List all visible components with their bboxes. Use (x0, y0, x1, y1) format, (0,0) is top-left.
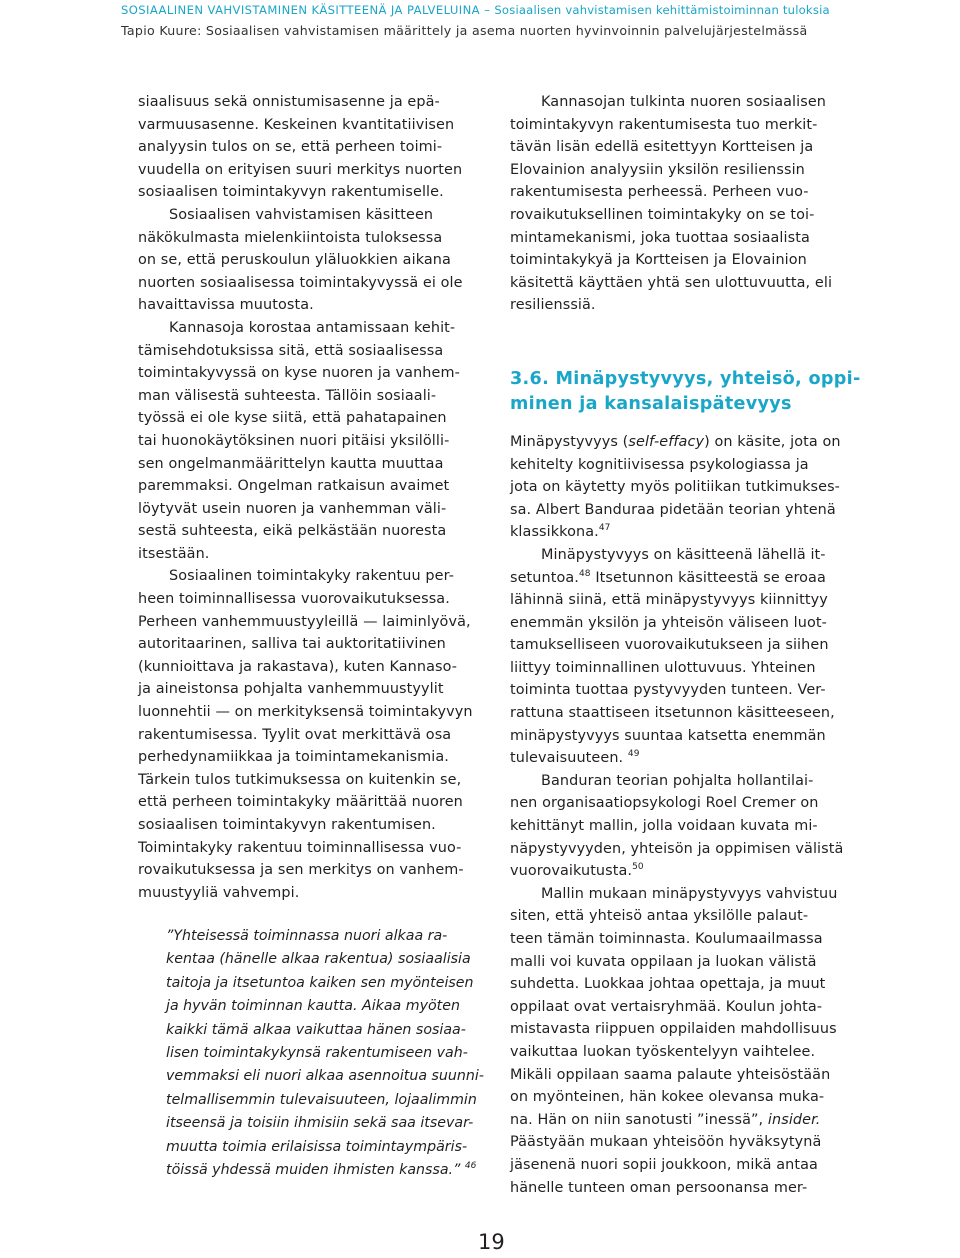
quote-line: vemmaksi eli nuori alkaa asennoitua suunni- (166, 1068, 484, 1085)
text-line: lähinnä siinä, että minäpystyvyys kiinnittyy (510, 592, 828, 609)
text-line: sosiaalisen toimintakyvyn rakentumiselle. (138, 184, 444, 201)
text-line: perhedynamiikkaa ja toimintamekanismia. (138, 749, 449, 766)
text-line: mintamekanismi, joka tuottaa sosiaalista (510, 229, 810, 246)
text-line: on myönteinen, hän kokee olevansa muka- (510, 1089, 825, 1106)
section-heading-line: 3.6. Minäpystyvyys, yhteisö, oppi- (510, 368, 861, 389)
text-line: autoritaarinen, salliva tai auktoritatiivinen (138, 636, 446, 653)
text-run: Minäpystyvyys ( (510, 433, 629, 450)
text-line: Mallin mukaan minäpystyvyys vahvistuu (541, 885, 838, 902)
series-separator: – (479, 3, 495, 17)
quote-line: lisen toimintakykynsä rakentumiseen vah- (166, 1045, 468, 1062)
text-line: sestä suhteesta, eikä pelkästään nuoresta (138, 523, 447, 540)
text-run: klassikkona. (510, 524, 599, 541)
quote-line: kaikki tämä alkaa vaikuttaa hänen sosiaa- (166, 1021, 466, 1038)
text-line (510, 1109, 855, 1132)
right-paragraph-4 (510, 770, 855, 883)
quote-line (166, 1159, 486, 1182)
author-line: Tapio Kuure: Sosiaalisen vahvistamisen määrittely ja asema nuorten hyvinvoinnin palvelujärjestelmässä (121, 23, 808, 38)
text-line: resilienssiä. (510, 297, 596, 314)
text-line: toimintakyvyn rakentumisesta tuo merkit- (510, 116, 818, 133)
quote-line: telmallisemmin tulevaisuuteen, lojaalimmin (166, 1091, 477, 1108)
text-line: löytyvät usein nuoren ja vanhemman väli- (138, 500, 447, 517)
footnote-ref[interactable]: 46 (464, 1161, 477, 1172)
text-line: rovaikutuksellinen toimintakyky on se toi- (510, 206, 815, 223)
text-line: itsestään. (138, 545, 210, 562)
text-line: Kannasoja korostaa antamissaan kehit- (169, 319, 456, 336)
text-line: tävän lisän edellä esitettyyn Kortteisen ja (510, 139, 814, 156)
text-line: kehittänyt mallin, jolla voidaan kuvata mi- (510, 818, 818, 835)
quote-line: kentaa (hänelle alkaa rakentua) sosiaalisia (166, 951, 471, 968)
right-paragraph-2 (510, 431, 855, 544)
text-line: Banduran teorian pohjalta hollantilai- (541, 772, 814, 789)
text-line: tai huonokäytöksinen nuori pitäisi yksilölli- (138, 432, 450, 449)
text-line: rovaikutuksessa ja sen merkitys on vanhem- (138, 862, 464, 879)
text-line: oppilaat ovat vertaisryhmää. Koulun johta- (510, 998, 823, 1015)
text-line (510, 747, 855, 770)
emphasis-term: insider. (767, 1111, 821, 1128)
text-line: heen toiminnallisessa vuorovaikutuksessa. (138, 591, 450, 608)
text-line: siten, että yhteisö antaa yksilölle palaut- (510, 908, 809, 925)
text-line: rakentumisesta perheessä. Perheen vuo- (510, 184, 809, 201)
text-line: paremmaksi. Ongelman ratkaisun avaimet (138, 478, 450, 495)
left-paragraph-2 (138, 204, 483, 317)
block-quote (166, 925, 486, 1182)
quote-line: ”Yhteisessä toiminnassa nuori alkaa ra- (166, 928, 448, 944)
text-line: luonnehtii — on merkityksensä toimintakyvyn (138, 704, 473, 721)
quote-line: muutta toimia erilaisissa toimintaympäris- (166, 1138, 468, 1155)
section-heading (510, 367, 861, 417)
text-line: vuudella on erityisen suuri merkitys nuorten (138, 161, 463, 178)
footnote-ref[interactable]: 50 (632, 862, 644, 873)
text-line (510, 567, 855, 590)
text-line: Sosiaalinen toimintakyky rakentuu per- (169, 568, 454, 585)
text-line: jäsenenä nuori sopii joukkoon, mikä antaa (510, 1156, 818, 1173)
text-line: (kunnioittava ja rakastava), kuten Kannaso- (138, 658, 458, 675)
text-line: havaittavissa muutosta. (138, 297, 314, 314)
text-line: sa. Albert Banduraa pidetään teorian yhtenä (510, 501, 836, 518)
text-line: hänelle tunteen oman persoonansa mer- (510, 1179, 808, 1196)
text-line: Sosiaalisen vahvistamisen käsitteen (169, 206, 434, 223)
right-paragraph-3 (510, 544, 855, 770)
text-line (510, 521, 855, 544)
section-heading-line: minen ja kansalaispätevyys (510, 393, 792, 414)
text-line: jota on käytetty myös politiikan tutkimukses- (510, 479, 840, 496)
text-line: Kannasojan tulkinta nuoren sosiaalisen (541, 94, 827, 110)
running-header (0, 0, 960, 60)
quote-line: taitoja ja itsetuntoa kaiken sen myönteisen (166, 974, 474, 991)
text-line: analyysin tulos on se, että perheen toimi- (138, 139, 443, 156)
text-line: minäpystyvyys suuntaa katsetta enemmän (510, 727, 826, 744)
text-line: teen tämän toiminnasta. Koulumaailmassa (510, 931, 823, 947)
left-paragraph-3 (138, 317, 483, 566)
series-subtitle: Sosiaalisen vahvistamisen kehittämistoiminnan tuloksia (494, 3, 830, 17)
text-line: rattuna staattiseen itsetunnon käsitteeseen, (510, 705, 835, 722)
text-run: vuorovaikutusta. (510, 863, 633, 880)
text-line: ja aineistonsa pohjalta vanhemmuustyylit (138, 681, 444, 698)
text-line: rakentumisessa. Tyylit ovat merkittävä osa (138, 726, 452, 743)
quote-last-text: töissä yhdessä muiden ihmisten kanssa.” (166, 1162, 461, 1179)
text-line: näpystyvyyden, yhteisön ja oppimisen välistä (510, 840, 844, 857)
text-line: Mikäli oppilaan saama palaute yhteisöstään (510, 1066, 831, 1083)
text-line: Päästyään mukaan yhteisöön hyväksytynä (510, 1134, 822, 1151)
text-line: työssä ei ole kyse siitä, että pahatapainen (138, 410, 447, 427)
text-line: käsitettä käyttäen yhtä sen ulottuvuutta, eli (510, 274, 833, 291)
text-line: suhdetta. Luokkaa johtaa opettaja, ja muut (510, 976, 826, 993)
text-line: sosiaalisen toimintakyvyn rakentumisen. (138, 817, 436, 833)
text-line: sen ongelmanmäärittelyn kautta muuttaa (138, 455, 444, 472)
text-line: toiminta tuottaa pystyvyyden tunteen. Ver- (510, 682, 826, 699)
text-line: muustyyliä vahvempi. (138, 884, 300, 901)
text-line: liittyy toiminnallinen ulottuvuus. Yhteinen (510, 659, 816, 676)
page-number: 19 (478, 1230, 505, 1254)
quote-line: ja hyvän toiminnan kautta. Aikaa myöten (166, 998, 460, 1015)
text-line: kehitelty kognitiivisessa psykologiassa ja (510, 456, 809, 473)
text-line: nen organisaatiopsykologi Roel Cremer on (510, 795, 819, 812)
text-line: Elovainion analyysiin yksilön resilienssin (510, 161, 805, 178)
series-title-line (121, 3, 830, 17)
right-paragraph-1 (510, 91, 855, 317)
text-line: Minäpystyvyys on käsitteenä lähellä it- (541, 546, 826, 563)
text-line (510, 431, 855, 454)
text-line: enemmän yksilön ja yhteisön väliseen luot- (510, 614, 827, 631)
text-line: toimintakyvyssä on kyse nuoren ja vanhem- (138, 365, 460, 382)
emphasis-term: self-effacy (628, 433, 705, 450)
right-paragraph-5 (510, 883, 855, 1199)
text-line: näkökulmasta mielenkiintoista tuloksessa (138, 229, 443, 246)
text-run: tulevaisuuteen. (510, 750, 624, 767)
quote-line: itseensä ja toisiin ihmisiin sekä saa itsevar- (166, 1115, 474, 1132)
footnote-ref[interactable]: 48 (578, 568, 591, 579)
text-line: tämisehdotuksissa sitä, että sosiaalisessa (138, 342, 444, 359)
text-line: toimintakykyä ja Kortteisen ja Elovainion (510, 252, 807, 269)
text-line: man välisestä suhteesta. Tällöin sosiaali- (138, 387, 437, 404)
text-line: mistavasta riippuen oppilaiden mahdollisuus (510, 1021, 837, 1038)
text-line: vaikuttaa luokan työskentelyyn vaihtelee. (510, 1043, 816, 1060)
text-run: ) on käsite, jota on (704, 433, 841, 450)
text-run: Itsetunnon käsitteestä se eroaa (590, 569, 826, 586)
text-line: malli voi kuvata oppilaan ja luokan välistä (510, 953, 817, 970)
left-paragraph-1 (138, 91, 483, 204)
left-paragraph-4 (138, 565, 483, 904)
text-line: Toimintakyky rakentuu toiminnallisessa vuo- (138, 839, 462, 856)
text-line (510, 860, 855, 883)
text-run: setuntoa. (510, 569, 579, 586)
text-line: siaalisuus sekä onnistumisasenne ja epä- (138, 94, 440, 110)
right-column (510, 91, 861, 1199)
left-column (138, 91, 483, 904)
text-line: tamukselliseen vuorovaikutukseen ja siihen (510, 637, 829, 654)
text-line: on se, että peruskoulun yläluokkien aikana (138, 252, 451, 269)
text-line: että perheen toimintakyky määrittää nuoren (138, 794, 463, 811)
text-line: varmuusasenne. Keskeinen kvantitatiivisen (138, 116, 455, 133)
footnote-ref[interactable]: 47 (598, 523, 611, 534)
text-line: Perheen vanhemmuustyyleillä — laiminlyövä, (138, 613, 471, 630)
text-line: Tärkein tulos tutkimuksessa on kuitenkin se, (138, 771, 462, 788)
footnote-ref[interactable]: 49 (627, 749, 640, 760)
series-title: SOSIAALINEN VAHVISTAMINEN KÄSITTEENÄ JA PALVELUINA (121, 3, 480, 17)
text-run: na. Hän on niin sanotusti ”inessä”, (510, 1111, 768, 1128)
text-line: nuorten sosiaalisessa toimintakyvyssä ei ole (138, 274, 463, 291)
